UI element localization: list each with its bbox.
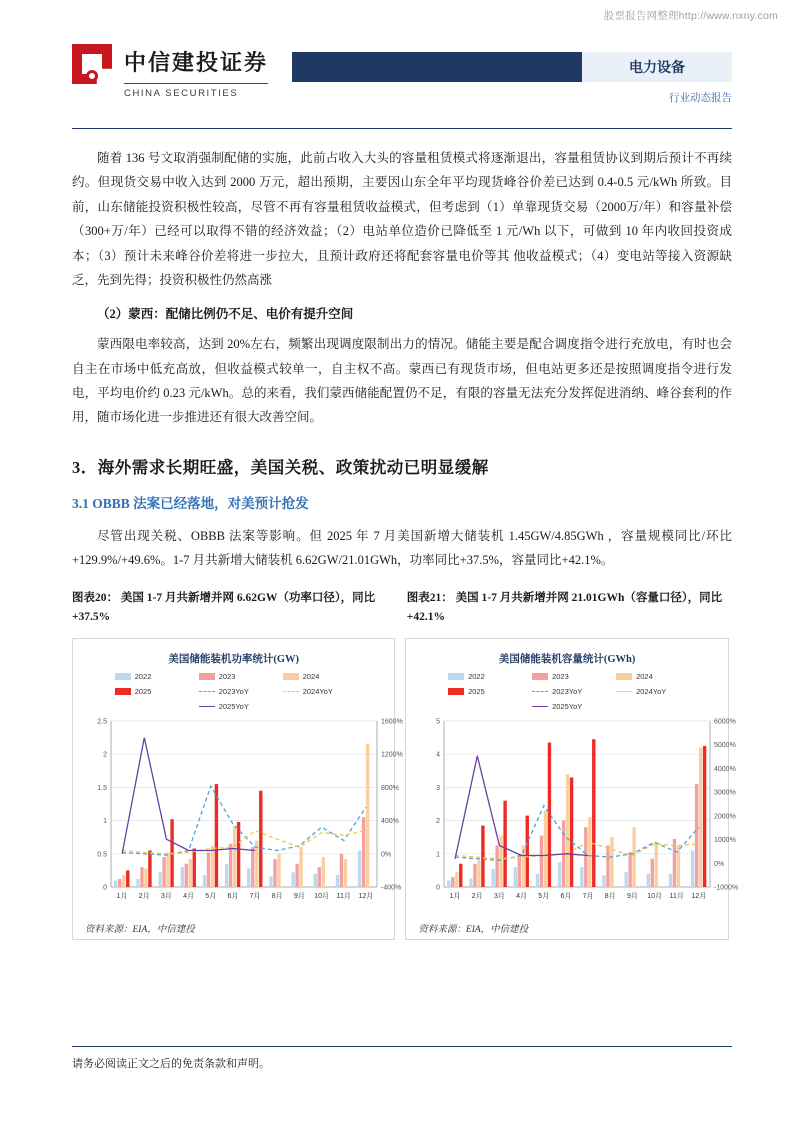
legend-item: 2023 <box>199 672 269 681</box>
charts-row <box>72 638 739 940</box>
svg-text:1: 1 <box>103 817 107 825</box>
chart-20-title: 美国储能装机功率统计(GW) <box>168 653 300 665</box>
svg-text:11月: 11月 <box>670 892 685 900</box>
svg-text:3: 3 <box>436 784 441 792</box>
exhibit-21-title: 图表21： 美国 1-7 月共新增并网 21.01GWh（容量口径），同比+42.1% <box>406 591 723 624</box>
svg-text:1200%: 1200% <box>381 751 403 759</box>
svg-text:6月: 6月 <box>560 892 572 900</box>
legend-item: 2025 <box>115 687 185 696</box>
svg-text:0: 0 <box>103 884 107 892</box>
legend-item: 2023YoY <box>199 687 269 696</box>
chart-power-statistics <box>72 638 403 940</box>
svg-text:9月: 9月 <box>627 892 639 900</box>
svg-text:1月: 1月 <box>450 892 461 900</box>
paragraph-1: 随着 136 号文取消强制配储的实施，此前占收入大头的容量租赁模式将逐渐退出，容量租赁协议到期后预计不再续约。但现货交易中收入达到 2000 万元，超出预期，主要因山东全年平均现货峰谷价差已达到 0.4-0.5 元/kWh 所致。目前，山东储能投资积极性较高，尽管不再有容量租赁收益模式，但考虑到（1）单靠现货交易（2000万/年）和容量补偿（300+万/年）已经可以取得不错的经济效益；（2）电站单位造价已降低至 1 元/Wh 以下，可做到 10 年内收回投资成本；（3）预计未来峰谷价差将进一步拉大，且预计政府还将配套容量电价等其 他收益模式；（4）变电站等接入资源缺乏，先到先得；投资积极性仍然高涨 <box>72 151 732 287</box>
svg-text:4000%: 4000% <box>714 765 737 773</box>
chart-21-legend <box>428 672 705 711</box>
svg-text:5: 5 <box>436 718 441 726</box>
svg-text:1: 1 <box>436 850 441 858</box>
svg-text:400%: 400% <box>381 817 399 825</box>
svg-text:2月: 2月 <box>138 892 150 900</box>
logo-mark-icon <box>72 44 116 88</box>
svg-text:5月: 5月 <box>538 892 550 900</box>
header-divider <box>72 128 732 129</box>
exhibit-20-title: 图表20： 美国 1-7 月共新增并网 6.62GW（功率口径），同比+37.5% <box>72 591 376 624</box>
chart-capacity-statistics <box>405 638 739 940</box>
legend-item: 2025YoY <box>199 702 269 711</box>
legend-item: 2024YoY <box>616 687 686 696</box>
svg-text:3月: 3月 <box>494 892 506 900</box>
chart-21-source: 资料来源：EIA，中信建投 <box>418 924 529 935</box>
page-footer <box>72 1046 732 1071</box>
industry-badge: 电力设备 <box>582 52 732 82</box>
legend-item: 2024 <box>616 672 686 681</box>
subheading-mengxi: （2）蒙西：配储比例仍不足、电价有提升空间 <box>97 307 354 322</box>
header-bar-accent <box>292 52 582 82</box>
svg-text:0%: 0% <box>714 860 725 868</box>
svg-text:1000%: 1000% <box>714 836 737 844</box>
legend-item: 2025 <box>448 687 518 696</box>
legend-item: 2025YoY <box>532 702 602 711</box>
legend-item: 2023YoY <box>532 687 602 696</box>
company-logo <box>72 44 268 99</box>
svg-text:0%: 0% <box>381 850 392 858</box>
svg-text:4月: 4月 <box>516 892 528 900</box>
section-heading-3: 3．海外需求长期旺盛，美国关税、政策扰动已明显缓解 <box>72 457 489 477</box>
svg-text:2月: 2月 <box>472 892 484 900</box>
logo-chinese-name: 中信建投证券 <box>124 50 269 75</box>
exhibit-titles <box>72 589 732 628</box>
legend-item: 2022 <box>448 672 518 681</box>
paragraph-3: 尽管出现关税、OBBB 法案等影响。但 2025 年 7 月美国新增大储装机 1.45GW/4.85GWh ，容量规模同比/环比+129.9%/+49.6%。1-7 月共新增大储装机 6.62GW/21.01GWh，功率同比+37.5%，容量同比+42.1%。 <box>72 528 732 568</box>
svg-text:1600%: 1600% <box>381 718 403 726</box>
logo-english-name: CHINA SECURITIES <box>124 83 268 99</box>
chart-20-legend <box>95 672 372 711</box>
svg-text:1月: 1月 <box>116 892 128 900</box>
svg-text:8月: 8月 <box>271 892 283 900</box>
svg-text:7月: 7月 <box>583 892 594 900</box>
chart-21-title: 美国储能装机容量统计(GWh) <box>498 653 636 665</box>
svg-text:8月: 8月 <box>605 892 617 900</box>
svg-text:9月: 9月 <box>293 892 305 900</box>
svg-text:7月: 7月 <box>249 892 261 900</box>
page-header <box>72 44 732 106</box>
svg-text:12月: 12月 <box>691 892 707 900</box>
svg-text:2: 2 <box>103 751 107 759</box>
legend-item: 2022 <box>115 672 185 681</box>
legend-item: 2024 <box>283 672 353 681</box>
chart-20-source: 资料来源：EIA，中信建投 <box>85 924 195 935</box>
svg-text:-400%: -400% <box>381 884 402 892</box>
svg-text:11月: 11月 <box>336 892 351 900</box>
svg-text:2.5: 2.5 <box>97 718 107 726</box>
svg-text:3000%: 3000% <box>714 789 737 797</box>
svg-text:4月: 4月 <box>183 892 195 900</box>
legend-item: 2023 <box>532 672 602 681</box>
svg-text:3月: 3月 <box>160 892 172 900</box>
svg-text:2000%: 2000% <box>714 812 737 820</box>
svg-text:6月: 6月 <box>227 892 239 900</box>
header-bar <box>292 52 732 82</box>
svg-text:0: 0 <box>436 884 441 892</box>
svg-text:5月: 5月 <box>205 892 217 900</box>
chart-20-plot <box>77 713 417 913</box>
svg-text:-1000%: -1000% <box>714 884 739 892</box>
svg-text:1.5: 1.5 <box>97 784 107 792</box>
report-type-label: 行业动态报告 <box>669 93 732 104</box>
chart-21-plot <box>410 713 750 913</box>
svg-text:12月: 12月 <box>358 892 374 900</box>
svg-text:5000%: 5000% <box>714 741 737 749</box>
svg-text:10月: 10月 <box>647 892 663 900</box>
svg-text:800%: 800% <box>381 784 399 792</box>
legend-item: 2024YoY <box>283 687 353 696</box>
footer-disclaimer: 请务必阅读正文之后的免责条款和声明。 <box>72 1058 270 1070</box>
document-content <box>72 146 739 940</box>
watermark: 股票报告网整理http://www.nxny.com <box>603 10 778 22</box>
svg-text:10月: 10月 <box>314 892 329 900</box>
svg-text:6000%: 6000% <box>714 718 737 726</box>
footer-divider <box>72 1046 732 1047</box>
subsection-heading-3-1: 3.1 OBBB 法案已经落地，对美预计抢发 <box>72 495 309 511</box>
svg-text:0.5: 0.5 <box>97 850 107 858</box>
svg-text:4: 4 <box>436 751 441 759</box>
svg-text:2: 2 <box>436 817 441 825</box>
paragraph-2: 蒙西限电率较高，达到 20%左右，频繁出现调度限制出力的情况。储能主要是配合调度指令进行充放电，有时也会自主在市场中低充高放，但收益模式较单一，自主权不高。蒙西已有现货市场，但电站更多还是按照调度指令进行发电，平均电价约 0.23 元/kWh。总的来看，我们蒙西储能配置仍不足，有限的容量无法充分发挥促进消纳、峰谷套利的作用，随市场化进一步推进还有很大改善空间。 <box>72 337 732 425</box>
